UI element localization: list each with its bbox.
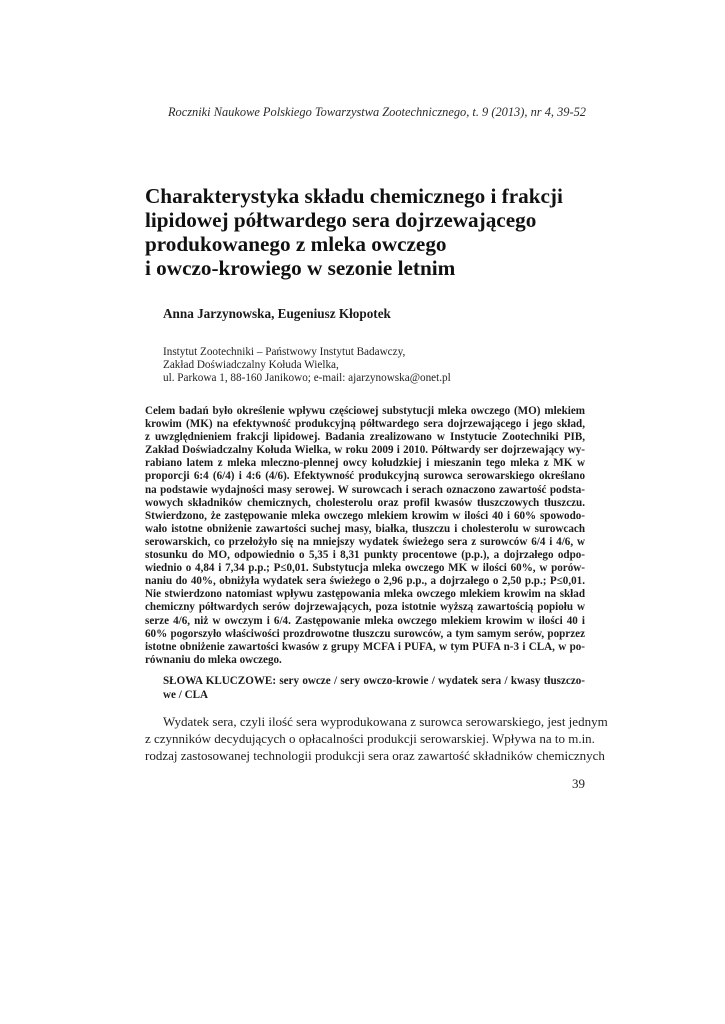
affiliation-line: Instytut Zootechniki – Państwowy Instytut Badawczy, (163, 346, 406, 358)
article-title (145, 184, 585, 280)
abstract-line: wało istotne obniżenie zawartości suchej masy, białka, tłuszczu i cholesterolu w surowcach (145, 522, 585, 535)
abstract-line: równaniu do mleka owczego. (145, 653, 282, 666)
page-number: 39 (572, 776, 585, 791)
abstract-line: na podstawie wydajności masy serowej. W surowcach i serach oznaczono zawartość podsta- (145, 483, 585, 496)
title-line: produkowanego z mleka owczego (145, 232, 447, 256)
body-line: rodzaj zastosowanej technologii produkcji sera oraz zawartość składników chemicznych (145, 748, 605, 763)
affiliation-line: ul. Parkowa 1, 88-160 Janikowo; e-mail: ajarzynowska@onet.pl (163, 372, 451, 384)
abstract-line: Nie stwierdzono natomiast wpływu zastępowania mleka owczego mlekiem krowim na skład (145, 588, 585, 601)
abstract-line: naniu do 40%, obniżyła wydatek sera świeżego o 2,96 p.p., a dojrzałego o 2,50 p.p.; P≤0,01. (145, 575, 585, 588)
keywords-line: SŁOWA KLUCZOWE: sery owcze / sery owczo-krowie / wydatek sera / kwasy tłuszczo- (163, 675, 585, 687)
abstract-line: chemiczny półtwardych serów dojrzewających, poza istotnie wyższą zawartością popiołu w (145, 601, 585, 614)
abstract-line: Zakład Doświadczalny Kołuda Wielka, w roku 2009 i 2010. Półtwardy ser dojrzewający wy- (145, 444, 585, 457)
abstract (145, 405, 585, 667)
abstract-line: proporcji 6:4 (6/4) i 4:6 (4/6). Efektywność produkcyjną surowca serowarskiego określano (145, 470, 585, 483)
affiliation (163, 346, 451, 385)
abstract-line: z uwzględnieniem frakcji lipidowej. Badania zrealizowano w Instytucie Zootechniki PIB, (145, 431, 585, 444)
body-line: Wydatek sera, czyli ilość sera wyprodukowana z surowca serowarskiego, jest jednym (163, 714, 608, 729)
abstract-line: serze 4/6, niż w owczym i 6/4. Zastępowanie mleka owczego mlekiem krowim w ilości 40 i (145, 614, 585, 627)
abstract-line: stosunku do MO, odpowiednio o 5,35 i 8,31 punkty procentowe (p.p.), a dojrzałego odpo- (145, 549, 585, 562)
keywords (163, 675, 585, 702)
title-line: lipidowej półtwardego sera dojrzewającego (145, 208, 537, 232)
abstract-line: serowarskich, co przełożyło się na mniejszy wydatek świeżego sera z surowców 6/4 i 4/6, w (145, 535, 585, 548)
body-line: z czynników decydujących o opłacalności produkcji serowarskiej. Wpływa na to m.in. (145, 731, 595, 746)
keywords-line: we / CLA (163, 688, 208, 701)
abstract-line: rabiano latem z mleka mleczno-plennej owcy kołudzkiej i mieszanin tego mleka z MK w (145, 457, 585, 470)
affiliation-line: Zakład Doświadczalny Kołuda Wielka, (163, 359, 339, 371)
abstract-line: wiednio o 4,84 i 7,34 p.p.; P≤0,01. Substytucja mleka owczego MK w ilości 60%, w porów- (145, 562, 585, 575)
authors: Anna Jarzynowska, Eugeniusz Kłopotek (163, 306, 391, 321)
abstract-line: Stwierdzono, że zastępowanie mleka owczego mlekiem krowim w ilości 40 i 60% spowodo- (145, 509, 585, 522)
abstract-line: wowych składników chemicznych, cholesterolu oraz profil kwasów tłuszczowych tłuszczu. (145, 496, 585, 509)
abstract-line: krowim (MK) na efektywność produkcyjną półtwardego sera dojrzewającego i jego skład, (145, 418, 585, 431)
abstract-line: istotne obniżenie zawartości kwasów z grupy MCFA i PUFA, w tym PUFA n-3 i CLA, w po- (145, 640, 585, 653)
title-line: Charakterystyka składu chemicznego i frakcji (145, 184, 563, 208)
title-line: i owczo-krowiego w sezonie letnim (145, 256, 456, 280)
journal-running-head: Roczniki Naukowe Polskiego Towarzystwa Zootechnicznego, t. 9 (2013), nr 4, 39-52 (167, 105, 586, 119)
abstract-line: Celem badań było określenie wpływu częściowej substytucji mleka owczego (MO) mlekiem (145, 405, 585, 417)
body-paragraph (145, 713, 608, 764)
abstract-line: 60% pogorszyło właściwości prozdrowotne tłuszczu surowców, a tym samym serów, poprzez (145, 627, 585, 640)
